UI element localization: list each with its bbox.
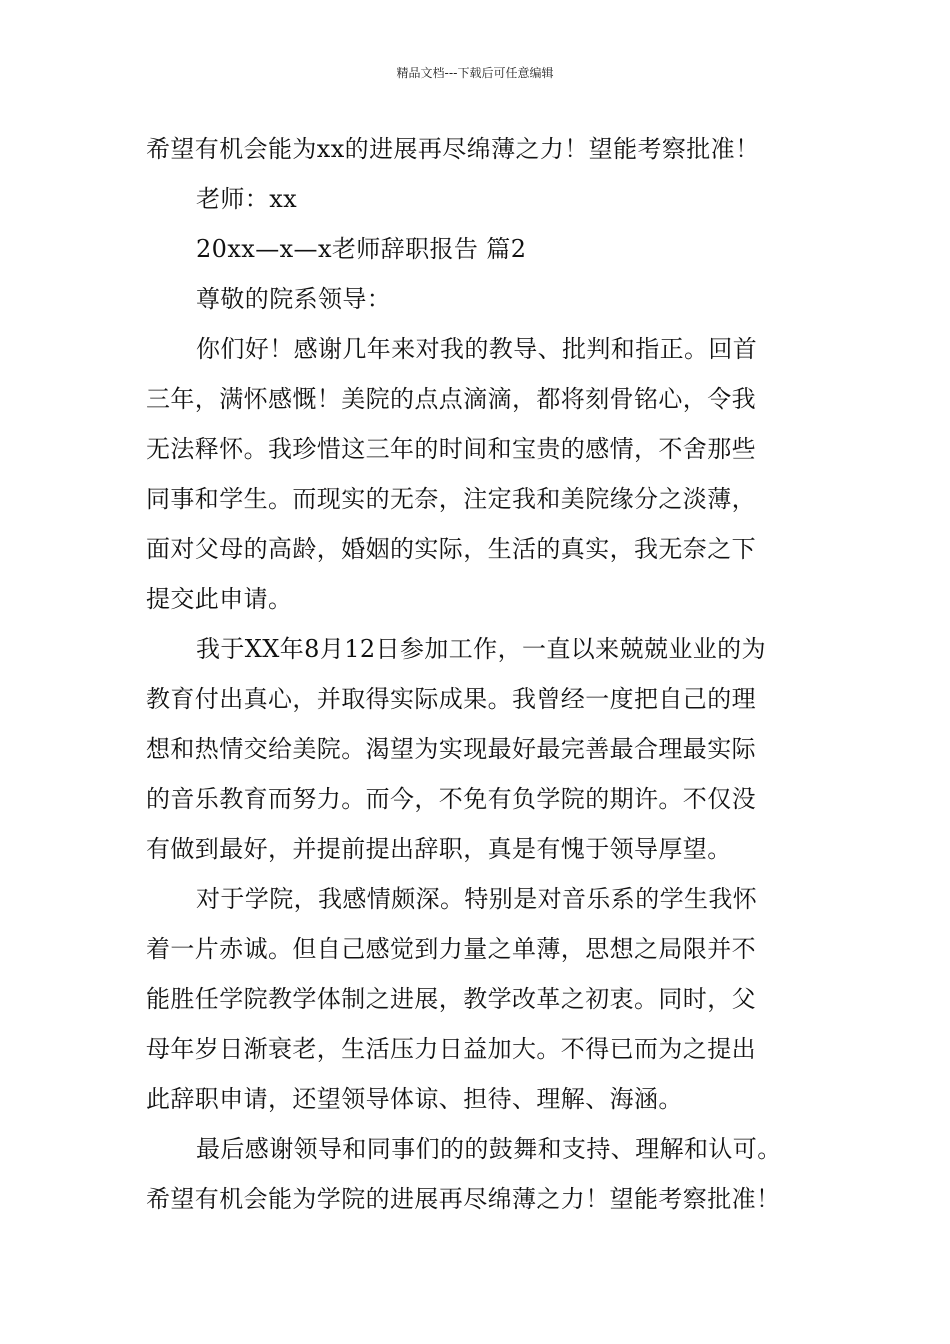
text-line: 我于XX年8月12日参加工作，一直以来兢兢业业的为 [196,635,766,663]
text-line: 老师：xx [196,185,298,213]
text-line: 提交此申请。 [146,585,293,613]
text-line: 着一片赤诚。但自己感觉到力量之单薄，思想之局限并不 [146,935,756,963]
text-line: 同事和学生。而现实的无奈，注定我和美院缘分之淡薄， [146,485,756,513]
text-line: 的音乐教育而努力。而今，不免有负学院的期许。不仅没 [146,785,756,813]
text-line: 希望有机会能为学院的进展再尽绵薄之力！望能考察批准！ [146,1185,781,1213]
text-line: 你们好！感谢几年来对我的教导、批判和指正。回首 [196,335,758,363]
text-line: 无法释怀。我珍惜这三年的时间和宝贵的感情，不舍那些 [146,435,756,463]
text-line: 能胜任学院教学体制之进展，教学改革之初衷。同时，父 [146,985,756,1013]
text-line: 想和热情交给美院。渴望为实现最好最完善最合理最实际 [146,735,756,763]
text-line: 有做到最好，并提前提出辞职，真是有愧于领导厚望。 [146,835,732,863]
text-line: 20xx—x—x老师辞职报告 篇2 [196,235,527,263]
text-line: 教育付出真心，并取得实际成果。我曾经一度把自己的理 [146,685,756,713]
text-line: 面对父母的高龄，婚姻的实际，生活的真实，我无奈之下 [146,535,756,563]
text-line: 最后感谢领导和同事们的的鼓舞和支持、理解和认可。 [196,1135,782,1163]
text-line: 对于学院，我感情颇深。特别是对音乐系的学生我怀 [196,885,758,913]
text-line: 此辞职申请，还望领导体谅、担待、理解、海涵。 [146,1085,683,1113]
text-line: 母年岁日渐衰老，生活压力日益加大。不得已而为之提出 [146,1035,756,1063]
salutation: 尊敬的院系领导： [196,285,392,313]
text-line: 三年，满怀感慨！美院的点点滴滴，都将刻骨铭心，令我 [146,385,756,413]
text-line: 希望有机会能为xx的进展再尽绵薄之力！望能考察批准！ [146,135,760,163]
page-header: 精品文档---下载后可任意编辑 [396,66,554,80]
